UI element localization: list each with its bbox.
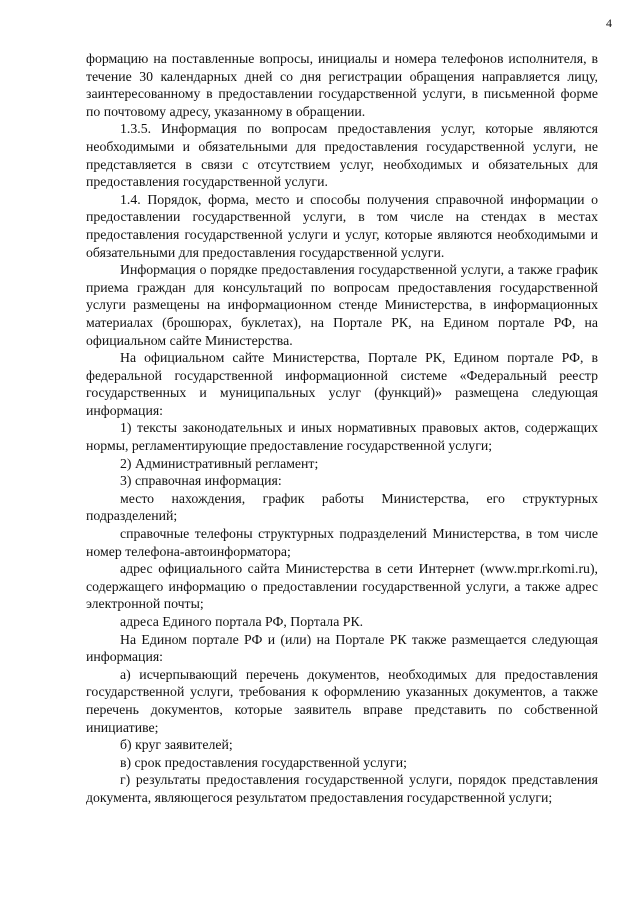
reference-website: адрес официального сайта Министерства в сети Интернет (www.mpr.rkomi.ru), содержащего информацию о предоставлении государственной услуги, а также адрес электронной почты; [86, 561, 598, 612]
list-item-g: г) результаты предоставления государственной услуги, порядок представления документа, являющегося результатом предоставления государственной услуги; [86, 772, 598, 805]
reference-phones: справочные телефоны структурных подразделений Министерства, в том числе номер телефона-автоинформатора; [86, 526, 598, 559]
list-item-a: а) исчерпывающий перечень документов, необходимых для предоставления государственной услуги, требования к оформлению указанных документов, а также перечень документов, которые заявитель вправе представить по собственной инициативе; [86, 666, 598, 735]
page-content [86, 50, 598, 807]
paragraph-official-site: На официальном сайте Министерства, Портале РК, Едином портале РФ, в федеральной государственной информационной системе «Федеральный реестр государственных и муниципальных услуг (функций)» размещена следующая информация: [86, 350, 598, 418]
reference-location: место нахождения, график работы Министерства, его структурных подразделений; [86, 490, 598, 524]
paragraph-1-3-5: 1.3.5. Информация по вопросам предоставления услуг, которые являются необходимыми и обязательными для предоставления государственной услуги, не представляется в связи с отсутствием услуг, необходимых и обязательных для предоставления государственной услуги. [86, 121, 598, 190]
page-number: 4 [606, 16, 612, 30]
paragraph-continuation: формацию на поставленные вопросы, инициалы и номера телефонов исполнителя, в течение 30 календарных дней со дня регистрации обращения направляется лицу, заинтересованному в предоставлении государственной услуги, в письменной форме по почтовому адресу, указанному в обращении. [86, 51, 598, 119]
paragraph-1-4: 1.4. Порядок, форма, место и способы получения справочной информации о предоставлении государственной услуги, в том числе на стендах в местах предоставления государственной услуги и услуг, которые являются необходимыми и обязательными для предоставления государственной услуги. [86, 191, 598, 260]
paragraph-portal-info: На Едином портале РФ и (или) на Портале РК также размещается следующая информация: [86, 631, 598, 665]
list-item-2: 2) Административный регламент; [120, 455, 319, 471]
list-item-b: б) круг заявителей; [120, 737, 233, 753]
list-item-v: в) срок предоставления государственной услуги; [120, 754, 407, 770]
paragraph-info-order: Информация о порядке предоставления государственной услуги, а также график приема граждан для консультаций по вопросам предоставления государственной услуги размещены на информационном стенде Министерства, в информационных материалах (брошюрах, буклетах), на Портале РК, на Едином портале РФ, на официальном сайте Министерства. [86, 262, 598, 348]
list-item-3: 3) справочная информация: [120, 473, 282, 489]
list-item-1: 1) тексты законодательных и иных нормативных правовых актов, содержащих нормы, регламентирующие предоставление государственной услуги; [86, 420, 598, 454]
reference-portals: адреса Единого портала РФ, Портала РК. [120, 614, 364, 629]
